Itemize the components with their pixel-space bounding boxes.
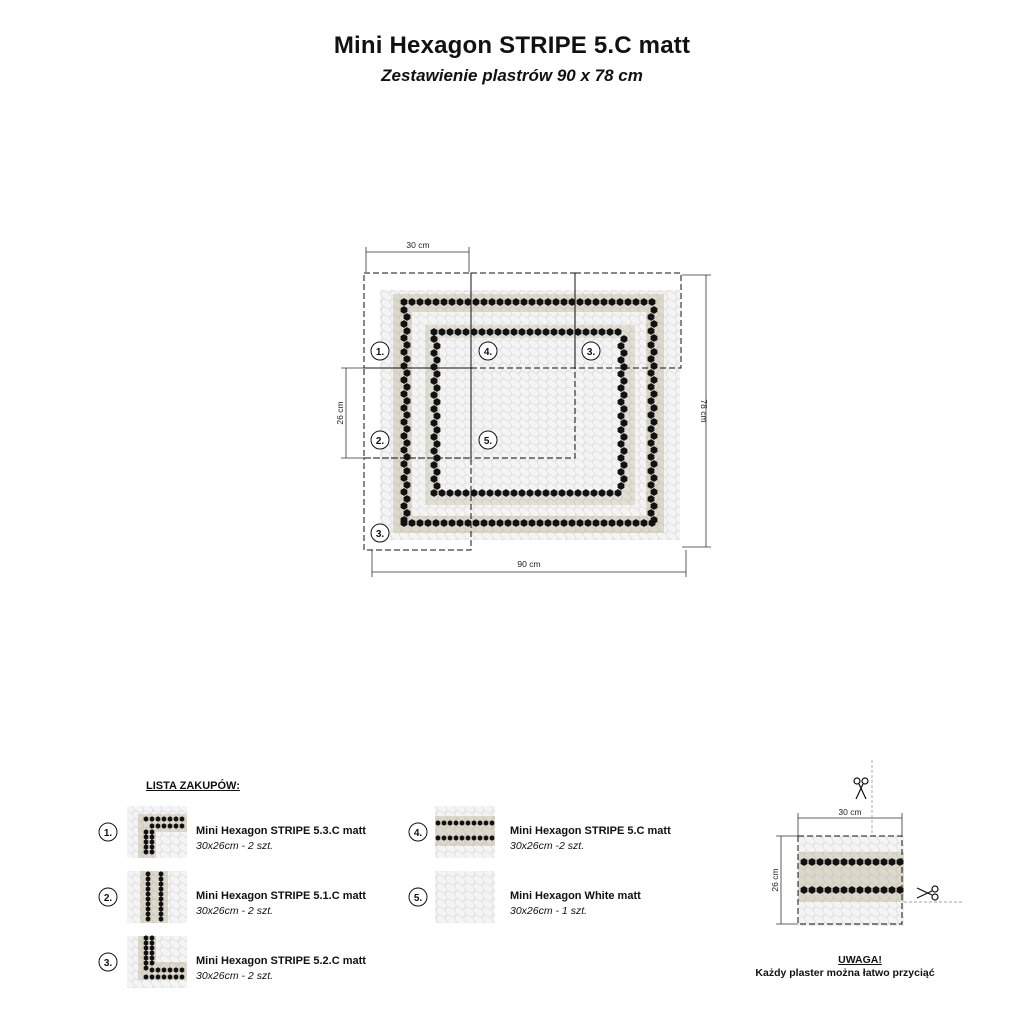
dim-bottom-label: 90 cm [517,559,541,569]
white-tile-icon [435,871,495,923]
main-mosaic [380,290,680,540]
dim-left-label: 26 cm [335,401,345,425]
note-heading: UWAGA! [838,954,882,966]
svg-text:2.: 2. [103,893,113,904]
scissors-icon [917,886,938,900]
svg-text:3.: 3. [103,958,113,969]
dim-top-label: 30 cm [406,240,430,250]
sample-tile [770,760,962,926]
scissors-icon [854,778,868,799]
svg-text:1.: 1. [103,828,113,839]
svg-text:4.: 4. [413,828,423,839]
item-4-size: 30x26cm -2 szt. [510,840,585,852]
item-2-size: 30x26cm - 2 szt. [196,905,274,917]
dim-right-label: 78 cm [699,399,709,423]
item-3-name: Mini Hexagon STRIPE 5.2.C matt [196,955,366,967]
shopping-list-title: LISTA ZAKUPÓW: [146,780,240,792]
item-4-name: Mini Hexagon STRIPE 5.C matt [510,825,671,837]
item-5-name: Mini Hexagon White matt [510,890,641,902]
marker-3-top: 3. [586,347,596,358]
marker-2: 2. [375,436,385,447]
item-1-size: 30x26cm - 2 szt. [196,840,274,852]
item-5-size: 30x26cm - 1 szt. [510,905,588,917]
marker-4: 4. [483,347,493,358]
item-1-name: Mini Hexagon STRIPE 5.3.C matt [196,825,366,837]
sample-width-label: 30 cm [838,807,862,817]
item-3-size: 30x26cm - 2 szt. [196,970,274,982]
page-subtitle: Zestawienie plastrów 90 x 78 cm [381,66,643,85]
svg-text:5.: 5. [413,893,423,904]
sample-height-label: 26 cm [770,868,780,892]
marker-5: 5. [483,436,493,447]
page-title: Mini Hexagon STRIPE 5.C matt [333,32,691,59]
marker-1: 1. [375,347,385,358]
item-2-name: Mini Hexagon STRIPE 5.1.C matt [196,890,366,902]
marker-3-bottom: 3. [375,529,385,540]
note-text: Każdy plaster można łatwo przyciąć [755,967,935,979]
